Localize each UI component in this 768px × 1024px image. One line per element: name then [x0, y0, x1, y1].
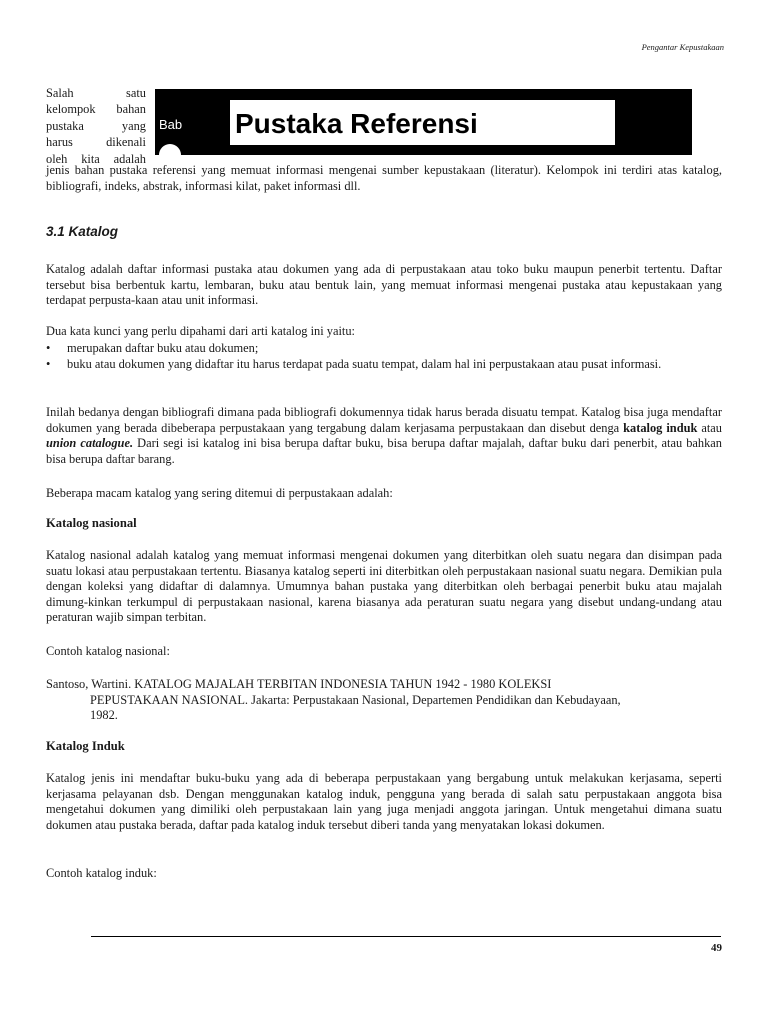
list-item — [46, 341, 722, 357]
intro-left-column — [46, 85, 146, 167]
intro-line: pustaka yang — [46, 118, 146, 133]
term-katalog-induk: katalog induk — [623, 420, 698, 435]
intro-line: kelompok bahan — [46, 102, 146, 117]
paragraph-text: atau — [697, 420, 722, 435]
reference-line: Santoso, Wartini. KATALOG MAJALAH TERBITAN INDONESIA TAHUN 1942 - 1980 KOLEKSI — [46, 677, 552, 691]
intro-line: oleh kita adalah — [46, 151, 146, 166]
intro-paragraph: jenis bahan pustaka referensi yang memuat informasi mengenai sumber kepustakaan (literatur). Kelompok ini terdiri atas katalog, bibliografi, indeks, abstrak, informasi kilat, paket informasi dll. — [46, 163, 722, 193]
subheading-katalog-nasional: Katalog nasional — [46, 516, 137, 530]
intro-line: harus dikenali — [46, 135, 146, 150]
list-item-text: merupakan daftar buku atau dokumen; — [67, 341, 259, 355]
katalog-nasional-paragraph: Katalog nasional adalah katalog yang memuat informasi mengenai dokumen yang diterbitkan oleh suatu negara dan disimpan pada suatu lokasi atau perpustakaan tertentu. Biasanya katalog seperti ini diterbitkan oleh perpustakaan nasional suatu negara. Demikian pula dengan koleksi yang didaftar di dalamnya. Umumnya bahan pustaka yang diterbitkan oleh berbagai penerbit buku atau majalah dimung-kinkan terkumpul di perpustakaan nasional, karena biasanya ada peraturan suatu negara yang disebut undang-undang atau peraturan wajib simpan terbitan. — [46, 548, 722, 625]
chapter-title: Pustaka Referensi — [235, 108, 478, 139]
chapter-label: Bab — [159, 117, 183, 132]
chapter-banner — [155, 89, 692, 155]
page-number: 49 — [711, 942, 722, 954]
reference-line: PEPUSTAKAAN NASIONAL. Jakarta: Perpustakaan Nasional, Departemen Pendidikan dan Kebudayaan, — [90, 692, 621, 707]
reference-entry — [46, 677, 722, 724]
running-header: Pengantar Kepustakaan — [641, 42, 724, 52]
reference-line: 1982. — [90, 708, 118, 723]
catalog-types-intro: Beberapa macam katalog yang sering ditemui di perpustakaan adalah: — [46, 486, 393, 500]
bullet-icon: • — [46, 341, 51, 355]
paragraph-text: Dari segi isi katalog ini bisa berupa daftar buku, bisa berupa daftar majalah, daftar buku dari penerbit, atau bahkan bisa berupa daftar barang. — [46, 436, 722, 466]
section-heading: 3.1 Katalog — [46, 224, 119, 239]
intro-line: Salah satu — [46, 86, 146, 100]
paragraph-text: Inilah bedanya dengan bibliografi dimana pada bibliografi dokumennya tidak harus berada disuatu tempat. Katalog bisa juga mendaftar dokumen yang berada dibeberapa perpustakaan yang tergabung dalam kerjasama perpustakaan dan disebut denga — [46, 405, 722, 435]
footer-rule — [91, 936, 721, 937]
list-item-text: buku atau dokumen yang didaftar itu harus terdapat pada suatu tempat, dalam hal ini perpustakaan atau pusat informasi. — [67, 356, 662, 371]
bibliography-comparison-paragraph — [46, 405, 722, 467]
key-terms-intro: Dua kata kunci yang perlu dipahami dari arti katalog ini yaitu: — [46, 324, 355, 338]
katalog-nasional-example-label: Contoh katalog nasional: — [46, 644, 170, 658]
subheading-katalog-induk: Katalog Induk — [46, 739, 125, 753]
key-terms-list — [46, 341, 722, 372]
katalog-induk-example-label: Contoh katalog induk: — [46, 866, 157, 880]
bullet-icon: • — [46, 356, 51, 371]
katalog-induk-paragraph: Katalog jenis ini mendaftar buku-buku yang ada di beberapa perpustakaan yang bergabung untuk melakukan kerjasama, seperti kerjasama pelayanan dsb. Dengan menggunakan katalog induk, pengguna yang berada di salah satu perpustakaan anggota bisa mengetahui dokumen yang dimiliki oleh perpustakaan lain yang juga menjadi anggota jaringan. Untuk mengetahui dimana suatu dokumen atau pustaka berada, daftar pada katalog induk tersebut diberi tanda yang menyatakan lokasi dokumen. — [46, 771, 722, 832]
list-item — [46, 357, 722, 373]
term-union-catalogue: union catalogue. — [46, 436, 134, 451]
chapter-number-shape — [159, 144, 181, 155]
katalog-definition-paragraph: Katalog adalah daftar informasi pustaka atau dokumen yang ada di perpustakaan atau toko buku maupun penerbit tertentu. Daftar tersebut bisa berbentuk kartu, lembaran, buku atau bentuk lain, yang memuat informasi mengenai pustaka atau kepustakaan yang terdapat perpusta-kaan atau unit informasi. — [46, 262, 722, 308]
